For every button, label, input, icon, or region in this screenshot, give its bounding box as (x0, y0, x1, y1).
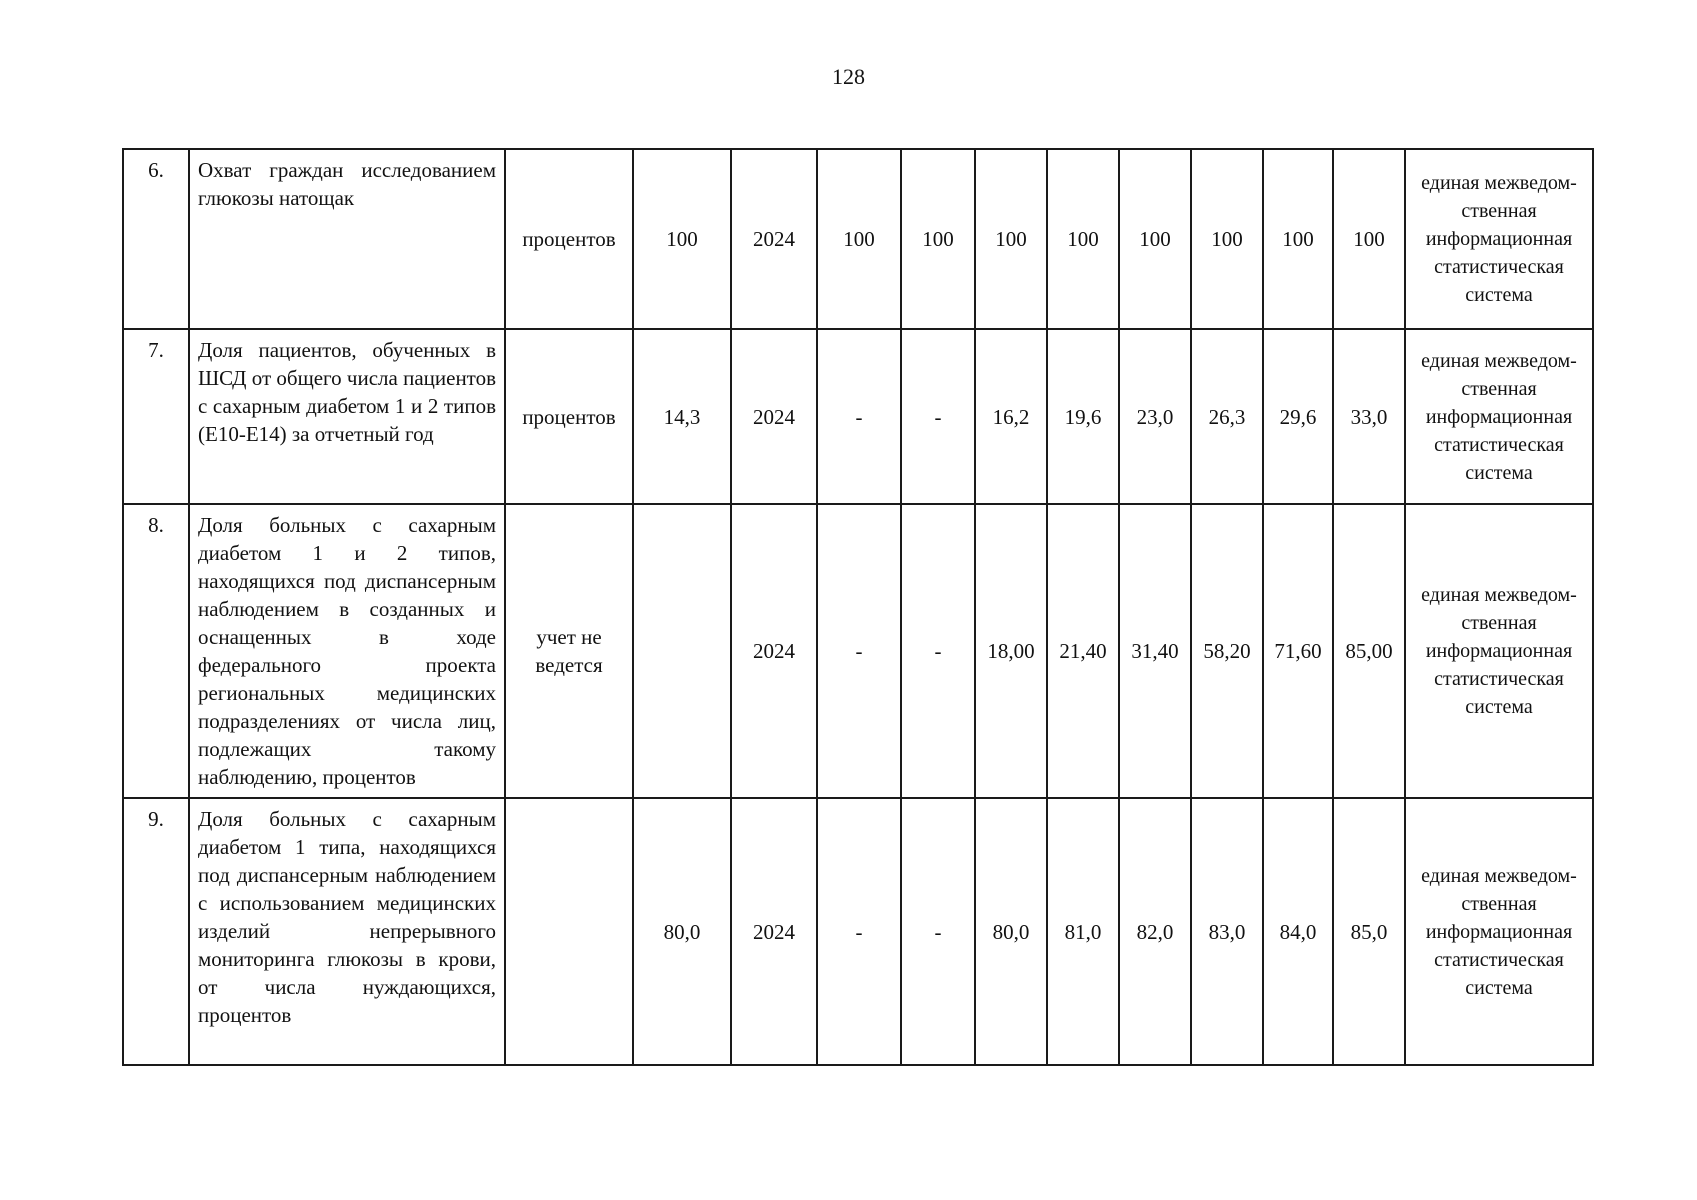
value-cell: 23,0 (1119, 329, 1191, 504)
unit-cell: учет не ведется (505, 504, 633, 798)
value-cell: 100 (817, 149, 901, 329)
value-cell: 29,6 (1263, 329, 1333, 504)
value-cell: - (817, 798, 901, 1065)
indicator-name: Доля больных с сахарным диабетом 1 типа, находящихся под диспансерным наблюдением с использованием медицинских изделий непрерывного мониторинга глюкозы в крови, от числа нуждающихся, процентов (189, 798, 505, 1065)
base-year-cell: 2024 (731, 798, 817, 1065)
table-row (123, 149, 1593, 329)
value-cell: 100 (1047, 149, 1119, 329)
base-year-cell: 2024 (731, 329, 817, 504)
value-cell: 84,0 (1263, 798, 1333, 1065)
base-year-cell: 2024 (731, 504, 817, 798)
value-cell: 100 (901, 149, 975, 329)
value-cell: 100 (1191, 149, 1263, 329)
table-row (123, 798, 1593, 1065)
value-cell: 83,0 (1191, 798, 1263, 1065)
source-cell: единая межведом-ственная информационная статистическая система (1405, 504, 1593, 798)
value-cell: 31,40 (1119, 504, 1191, 798)
base-value-cell: 100 (633, 149, 731, 329)
value-cell: 21,40 (1047, 504, 1119, 798)
value-cell: 100 (1263, 149, 1333, 329)
unit-cell: процентов (505, 329, 633, 504)
value-cell: 81,0 (1047, 798, 1119, 1065)
unit-cell (505, 798, 633, 1065)
indicator-name: Доля больных с сахарным диабетом 1 и 2 типов, находящихся под диспансерным наблюдением в созданных и оснащенных в ходе федерального проекта региональных медицинских подразделениях от числа лиц, подлежащих такому наблюдению, процентов (189, 504, 505, 798)
value-cell: 71,60 (1263, 504, 1333, 798)
row-number: 6. (123, 149, 189, 329)
value-cell: 16,2 (975, 329, 1047, 504)
base-value-cell (633, 504, 731, 798)
value-cell: 100 (1333, 149, 1405, 329)
page-number: 128 (832, 64, 865, 89)
value-cell: - (817, 329, 901, 504)
indicators-table (122, 148, 1594, 1066)
value-cell: 18,00 (975, 504, 1047, 798)
value-cell: 85,00 (1333, 504, 1405, 798)
value-cell: 82,0 (1119, 798, 1191, 1065)
indicator-name: Доля пациентов, обученных в ШСД от общего числа пациентов с сахарным диабетом 1 и 2 типов (Е10-Е14) за отчетный год (189, 329, 505, 504)
row-number: 9. (123, 798, 189, 1065)
row-number: 8. (123, 504, 189, 798)
unit-cell: процентов (505, 149, 633, 329)
value-cell: 85,0 (1333, 798, 1405, 1065)
value-cell: - (817, 504, 901, 798)
base-year-cell: 2024 (731, 149, 817, 329)
value-cell: - (901, 329, 975, 504)
value-cell: - (901, 798, 975, 1065)
base-value-cell: 14,3 (633, 329, 731, 504)
value-cell: 58,20 (1191, 504, 1263, 798)
source-cell: единая межведом-ственная информационная статистическая система (1405, 798, 1593, 1065)
source-cell: единая межведом-ственная информационная статистическая система (1405, 149, 1593, 329)
value-cell: 100 (975, 149, 1047, 329)
table-row (123, 504, 1593, 798)
value-cell: 100 (1119, 149, 1191, 329)
base-value-cell: 80,0 (633, 798, 731, 1065)
table-row (123, 329, 1593, 504)
indicator-name: Охват граждан исследованием глюкозы натощак (189, 149, 505, 329)
value-cell: 33,0 (1333, 329, 1405, 504)
value-cell: 26,3 (1191, 329, 1263, 504)
value-cell: 80,0 (975, 798, 1047, 1065)
value-cell: 19,6 (1047, 329, 1119, 504)
value-cell: - (901, 504, 975, 798)
source-cell: единая межведом-ственная информационная статистическая система (1405, 329, 1593, 504)
row-number: 7. (123, 329, 189, 504)
